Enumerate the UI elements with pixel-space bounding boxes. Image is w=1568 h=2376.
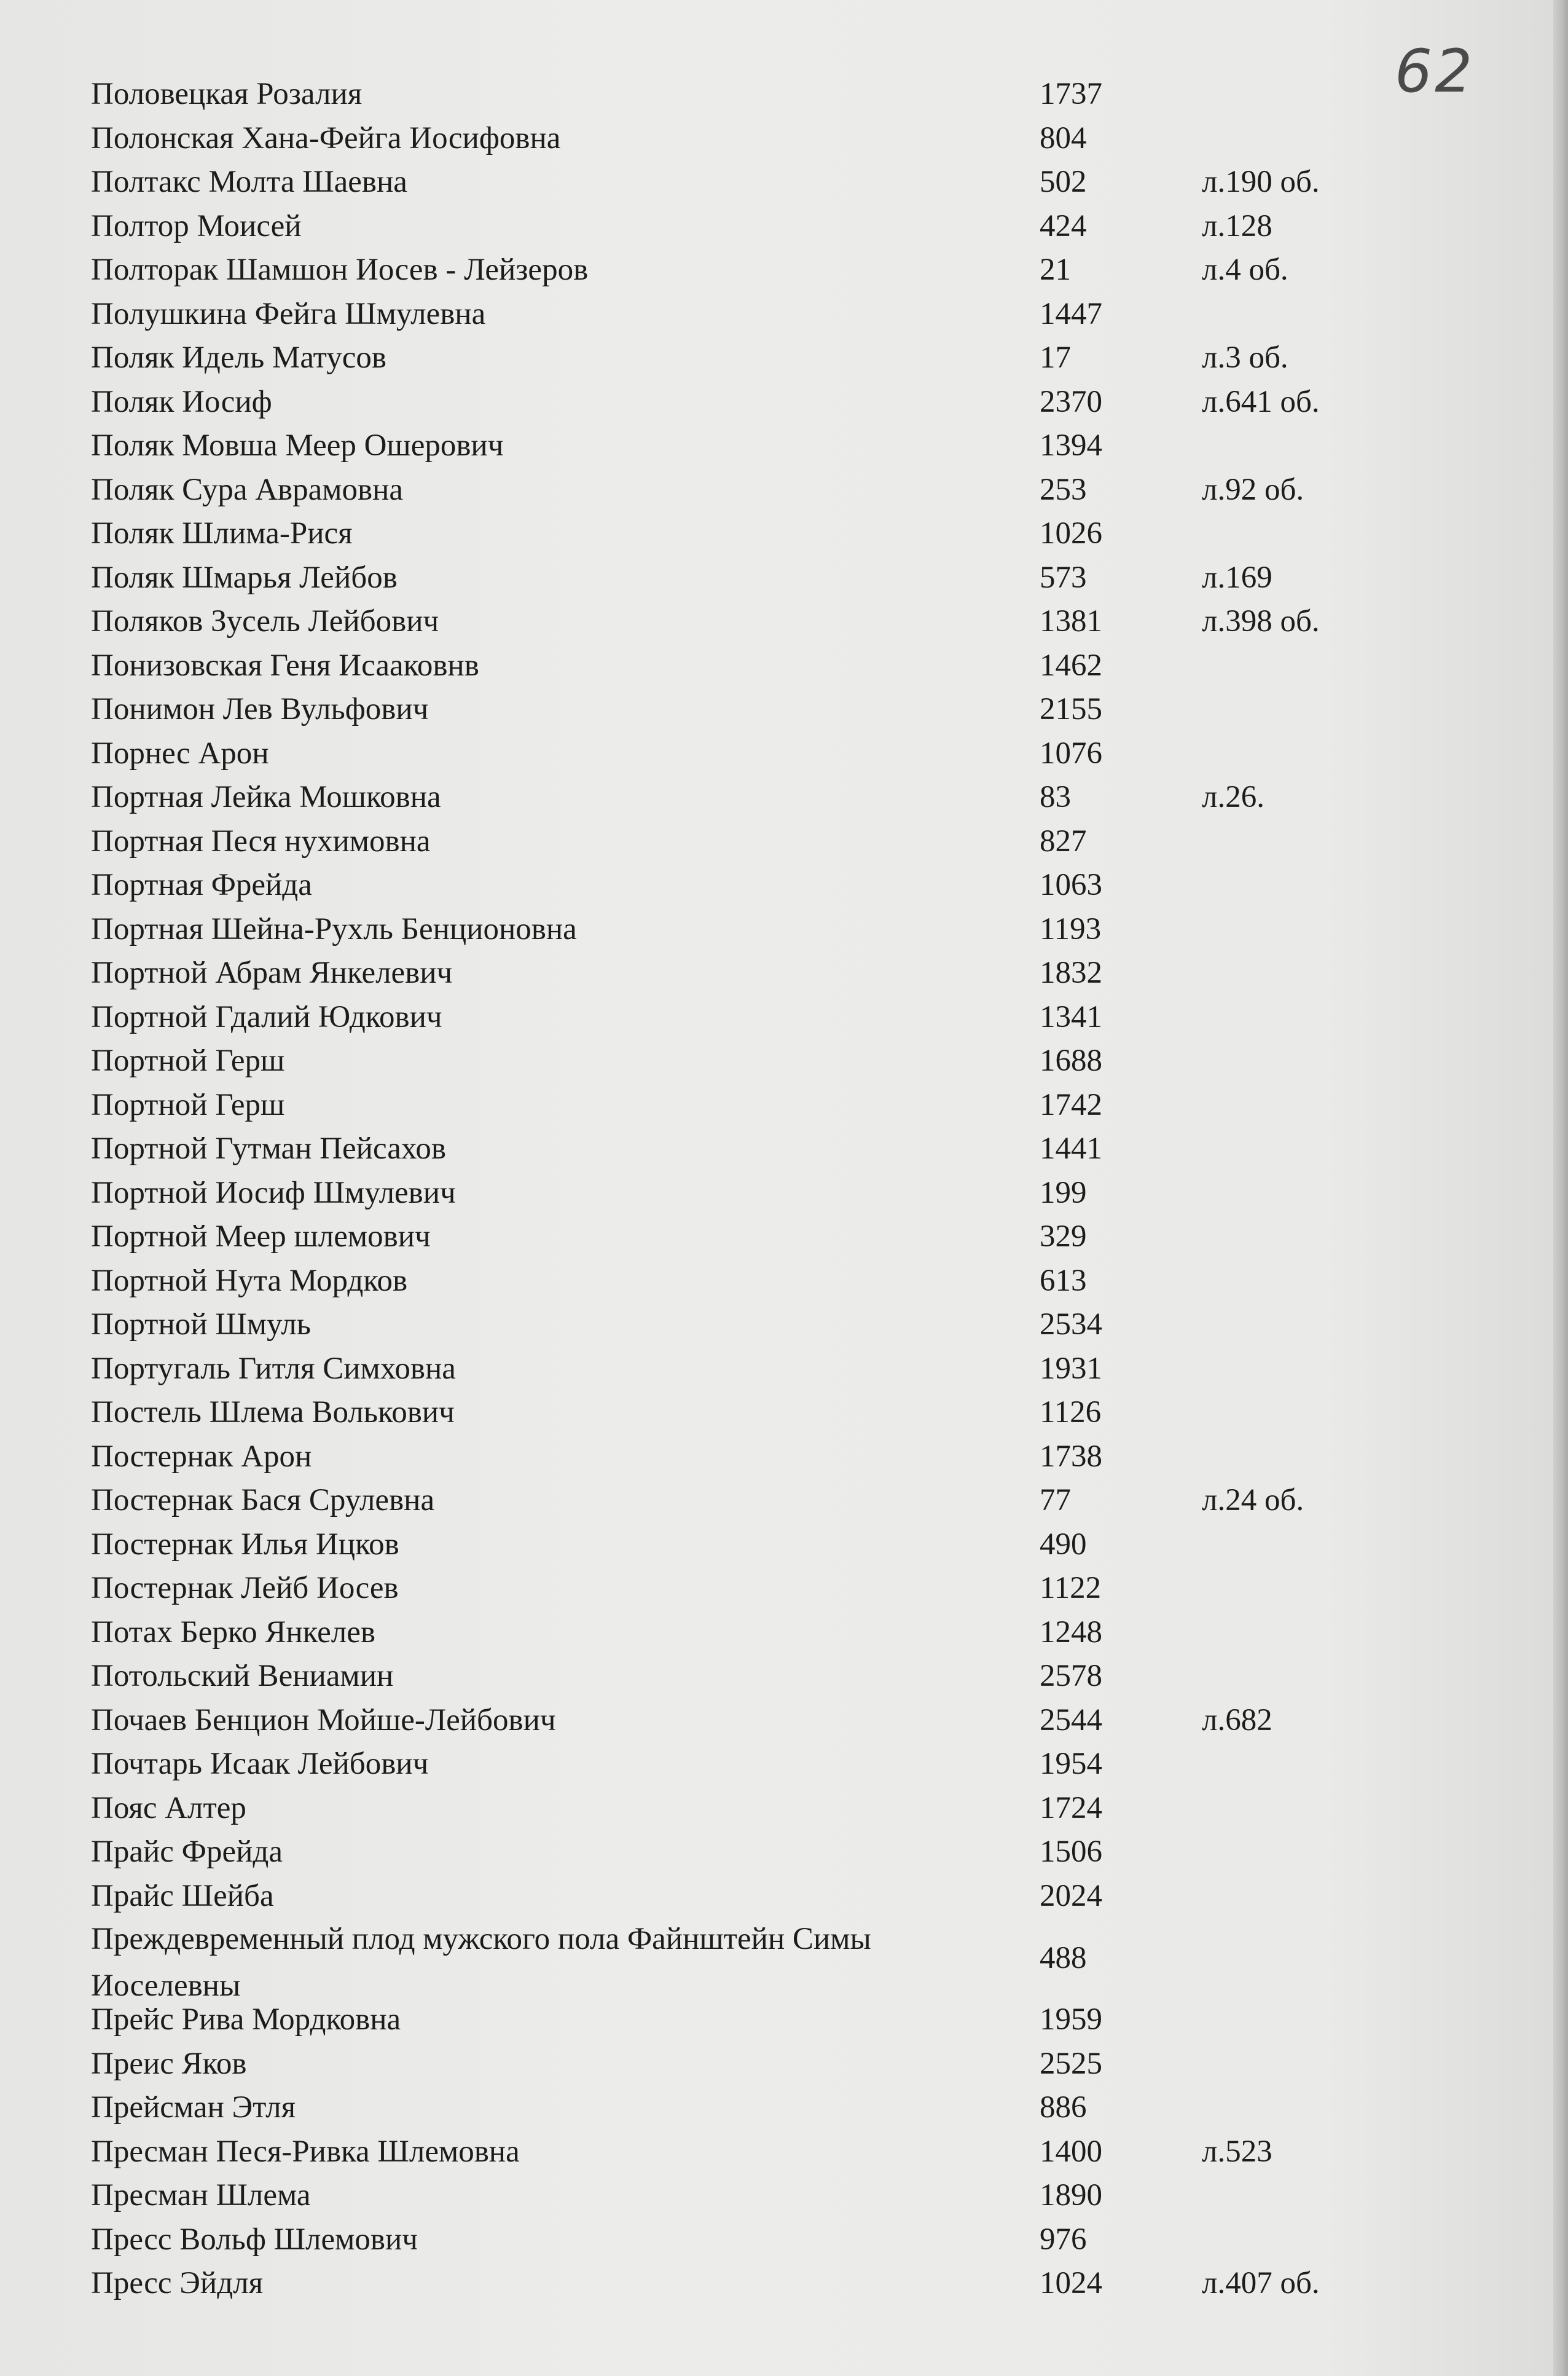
entry-name: Портной Абрам Янкелевич (91, 956, 453, 990)
entry-number: 2155 (1040, 692, 1102, 726)
registry-entry (91, 1787, 1412, 1831)
registry-entry (91, 160, 1412, 205)
entry-name: Портной Гутман Пейсахов (91, 1131, 447, 1166)
entry-name: Поляк Шмарья Лейбов (91, 560, 398, 595)
registry-entry (91, 908, 1412, 952)
entry-number: 2370 (1040, 384, 1102, 419)
registry-entry (91, 1084, 1412, 1128)
entry-name: Преис Яков (91, 2046, 247, 2081)
entry-name: Прейс Рива Мордковна (91, 2002, 401, 2037)
registry-entry (91, 776, 1412, 820)
entry-number: 1724 (1040, 1790, 1102, 1825)
registry-entry (91, 1699, 1412, 1743)
entry-name: Постернак Лейб Иосев (91, 1571, 399, 1605)
entry-number: 253 (1040, 472, 1087, 507)
registry-entry (91, 732, 1412, 776)
entry-name: Половецкая Розалия (91, 77, 363, 111)
entry-number: 1394 (1040, 428, 1102, 463)
entry-name: Понизовская Геня Исааковнв (91, 648, 479, 683)
entry-sheet-reference: л.4 об. (1202, 253, 1288, 287)
registry-entry (91, 1435, 1412, 1479)
entry-number: 2024 (1040, 1878, 1102, 1913)
entry-number: 573 (1040, 560, 1087, 595)
entry-name: Портная Лейка Мошковна (91, 780, 441, 814)
entry-number: 199 (1040, 1175, 1087, 1210)
entry-sheet-reference: л.169 (1202, 560, 1272, 595)
entry-number: 1832 (1040, 956, 1102, 990)
entry-name: Поляк Иосиф (91, 384, 272, 419)
entry-number: 424 (1040, 208, 1087, 243)
registry-entry (91, 1523, 1412, 1567)
entry-name: Портная Песя нухимовна (91, 824, 431, 859)
registry-entry (91, 1127, 1412, 1171)
registry-entry (91, 468, 1412, 513)
entry-number: 2544 (1040, 1702, 1102, 1737)
entry-number: 1688 (1040, 1044, 1102, 1078)
registry-entry (91, 1039, 1412, 1084)
entry-number: 1248 (1040, 1615, 1102, 1650)
entry-name: Постернак Арон (91, 1439, 312, 1474)
entry-number: 804 (1040, 120, 1087, 155)
entry-number: 1400 (1040, 2134, 1102, 2169)
entry-number: 83 (1040, 780, 1071, 814)
entry-number: 1126 (1040, 1395, 1102, 1430)
entry-name: Постернак Илья Ицков (91, 1527, 399, 1562)
entry-sheet-reference: л.523 (1202, 2134, 1272, 2169)
entry-name: Полторак Шамшон Иосев - Лейзеров (91, 253, 589, 287)
entry-name: Прайс Фрейда (91, 1835, 283, 1869)
entry-number: 1462 (1040, 648, 1102, 683)
page-edge (1553, 0, 1568, 2376)
entry-sheet-reference: л.682 (1202, 1702, 1272, 1737)
entry-name: Портной Иосиф Шмулевич (91, 1175, 456, 1210)
entry-name: Пресман Шлема (91, 2178, 311, 2213)
entry-number: 1742 (1040, 1087, 1102, 1122)
entry-number: 2578 (1040, 1659, 1102, 1693)
page-number: 62 (1395, 37, 1475, 106)
entry-name: Поляк Мовша Меер Ошерович (91, 428, 504, 463)
entry-name: Понимон Лев Вульфович (91, 692, 429, 726)
registry-entry (91, 1998, 1412, 2042)
entry-name: Пресс Эйдля (91, 2266, 264, 2300)
entry-number: 490 (1040, 1527, 1087, 1562)
entry-number: 976 (1040, 2222, 1087, 2257)
entry-name: Портной Герш (91, 1044, 285, 1078)
entry-name: Постель Шлема Волькович (91, 1395, 455, 1430)
registry-entry (91, 248, 1412, 293)
registry-entry (91, 2130, 1412, 2174)
entry-number: 21 (1040, 253, 1071, 287)
registry-entry (91, 556, 1412, 600)
registry-entry (91, 1742, 1412, 1787)
entry-number: 613 (1040, 1263, 1087, 1298)
registry-entry (91, 1479, 1412, 1523)
entry-number: 1954 (1040, 1747, 1102, 1781)
registry-entry (91, 73, 1412, 117)
entry-number: 2525 (1040, 2046, 1102, 2081)
registry-entry (91, 1874, 1412, 1919)
entry-sheet-reference: л.641 об. (1202, 384, 1320, 419)
entry-name: Пояс Алтер (91, 1790, 246, 1825)
registry-entry (91, 644, 1412, 688)
entry-name: Пресс Вольф Шлемович (91, 2222, 418, 2257)
entry-name: Прейсман Этля (91, 2090, 296, 2125)
registry-entry (91, 1567, 1412, 1611)
entry-number: 488 (1040, 1941, 1087, 1975)
entry-name: Полушкина Фейга Шмулевна (91, 296, 486, 331)
registry-entry (91, 2218, 1412, 2262)
registry-entry (91, 1391, 1412, 1435)
entry-name: Портной Герш (91, 1087, 285, 1122)
registry-entry (91, 1918, 1412, 2003)
entry-number: 827 (1040, 824, 1087, 859)
registry-entry (91, 820, 1412, 864)
entry-name: Портная Шейна-Рухль Бенционовна (91, 911, 577, 946)
entry-number: 1441 (1040, 1131, 1102, 1166)
entry-sheet-reference: л.190 об. (1202, 165, 1320, 199)
registry-entry (91, 600, 1412, 644)
entry-name: Португаль Гитля Симховна (91, 1351, 456, 1386)
registry-entry (91, 205, 1412, 249)
registry-entry (91, 336, 1412, 380)
entry-number: 1024 (1040, 2266, 1102, 2300)
entry-number: 1063 (1040, 868, 1102, 902)
entry-number: 1506 (1040, 1835, 1102, 1869)
entry-sheet-reference: л.407 об. (1202, 2266, 1320, 2300)
entry-name: Портной Шмуль (91, 1307, 311, 1342)
entry-number: 1447 (1040, 296, 1102, 331)
entry-number: 17 (1040, 340, 1071, 375)
entry-name: Почаев Бенцион Мойше-Лейбович (91, 1702, 556, 1737)
registry-entry (91, 1215, 1412, 1259)
entry-name: Постернак Бася Срулевна (91, 1483, 435, 1517)
entry-sheet-reference: л.26. (1202, 780, 1264, 814)
entry-name: Поляк Шлима-Рися (91, 516, 353, 551)
registry-entry (91, 951, 1412, 996)
entry-number: 77 (1040, 1483, 1071, 1517)
entry-name: Пресман Песя-Ривка Шлемовна (91, 2134, 520, 2169)
registry-entry (91, 380, 1412, 425)
registry-entry (91, 863, 1412, 908)
entry-name: Полтор Моисей (91, 208, 302, 243)
entry-number: 1122 (1040, 1571, 1102, 1605)
entry-number: 1738 (1040, 1439, 1102, 1474)
entry-number: 1890 (1040, 2178, 1102, 2213)
registry-entry (91, 1830, 1412, 1874)
registry-entry (91, 1611, 1412, 1655)
registry-entry (91, 293, 1412, 337)
entry-number: 1931 (1040, 1351, 1102, 1386)
registry-entry (91, 2262, 1412, 2306)
entry-name: Поляк Идель Матусов (91, 340, 386, 375)
entry-sheet-reference: л.128 (1202, 208, 1272, 243)
name-registry-list (91, 73, 1412, 2306)
entry-sheet-reference: л.24 об. (1202, 1483, 1304, 1517)
registry-entry (91, 1654, 1412, 1699)
entry-name: Полонская Хана-Фейга Иосифовна (91, 120, 561, 155)
entry-number: 1341 (1040, 999, 1102, 1034)
entry-number: 1381 (1040, 604, 1102, 639)
entry-number: 1076 (1040, 736, 1102, 771)
registry-entry (91, 512, 1412, 556)
registry-entry (91, 2042, 1412, 2087)
registry-entry (91, 688, 1412, 732)
entry-number: 1737 (1040, 77, 1102, 111)
entry-sheet-reference: л.92 об. (1202, 472, 1304, 507)
entry-sheet-reference: л.398 об. (1202, 604, 1320, 639)
entry-number: 2534 (1040, 1307, 1102, 1342)
entry-name: Порнес Арон (91, 736, 269, 771)
entry-number: 1026 (1040, 516, 1102, 551)
registry-entry (91, 1347, 1412, 1391)
registry-entry (91, 2086, 1412, 2130)
entry-name: Прайс Шейба (91, 1878, 274, 1913)
entry-name: Портная Фрейда (91, 868, 312, 902)
registry-entry (91, 1171, 1412, 1216)
registry-entry (91, 117, 1412, 161)
entry-name: Портной Меер шлемович (91, 1219, 431, 1254)
registry-entry (91, 2174, 1412, 2218)
entry-number: 329 (1040, 1219, 1087, 1254)
entry-name: Поляков Зусель Лейбович (91, 604, 439, 639)
registry-entry (91, 1259, 1412, 1304)
entry-sheet-reference: л.3 об. (1202, 340, 1288, 375)
entry-name: Потах Берко Янкелев (91, 1615, 375, 1650)
entry-name: Преждевременный плод мужского пола Файнштейн Симы Иоселевны (91, 1922, 871, 2003)
entry-name: Портной Нута Мордков (91, 1263, 408, 1298)
entry-number: 1959 (1040, 2002, 1102, 2037)
registry-entry (91, 1303, 1412, 1347)
entry-name: Поляк Сура Аврамовна (91, 472, 404, 507)
entry-name: Портной Гдалий Юдкович (91, 999, 442, 1034)
registry-entry (91, 996, 1412, 1040)
entry-name: Почтарь Исаак Лейбович (91, 1747, 429, 1781)
entry-number: 1193 (1040, 911, 1102, 946)
entry-name: Полтакс Молта Шаевна (91, 165, 407, 199)
entry-name: Потольский Вениамин (91, 1659, 394, 1693)
registry-entry (91, 424, 1412, 468)
entry-number: 502 (1040, 165, 1087, 199)
entry-number: 886 (1040, 2090, 1087, 2125)
